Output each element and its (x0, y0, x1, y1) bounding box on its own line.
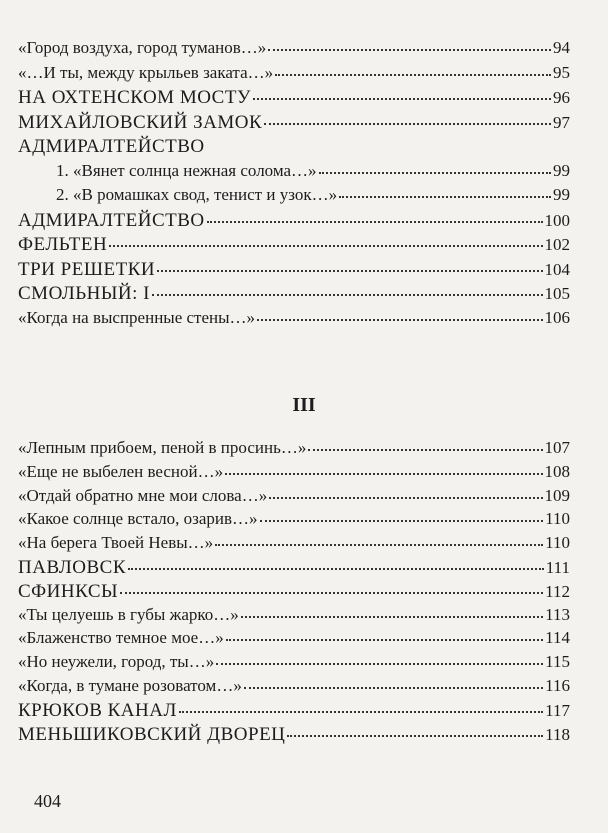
toc-entry (18, 87, 570, 109)
toc-entry (18, 63, 570, 85)
toc-entry-title: «Но неужели, город, ты…» (18, 652, 215, 672)
toc-entry-page: 113 (545, 604, 570, 624)
toc-entry-page: 106 (544, 307, 570, 327)
dot-leader (215, 544, 543, 546)
toc-entry-page: 95 (553, 62, 570, 82)
toc-entry-page: 107 (544, 438, 570, 457)
toc-entry (18, 700, 570, 722)
toc-entry (18, 724, 570, 746)
toc-entry (18, 438, 570, 460)
toc-entry-page: 114 (545, 628, 570, 648)
toc-entry-page: 109 (544, 485, 570, 505)
toc-entry-page: 117 (545, 700, 570, 720)
toc-entry-page: 116 (545, 676, 570, 695)
toc-entry-title: «Лепным прибоем, пеной в просинь…» (18, 438, 307, 457)
toc-entry: АДМИРАЛТЕЙСТВО (18, 136, 205, 157)
toc-entry-page: 105 (544, 284, 570, 303)
dot-leader (339, 196, 551, 198)
dot-leader (179, 711, 543, 713)
dot-leader (152, 294, 542, 296)
dot-leader (260, 520, 544, 522)
toc-entry-title: СФИНКСЫ (18, 580, 119, 602)
toc-entry-title: «…И ты, между крыльев заката…» (18, 62, 274, 82)
toc-entry-title: СМОЛЬНЫЙ: I (18, 283, 151, 304)
toc-entry-page: 96 (553, 88, 570, 107)
toc-entry-page: 104 (544, 259, 570, 279)
toc-entry-title: ТРИ РЕШЕТКИ (18, 258, 156, 280)
dot-leader (253, 98, 551, 100)
dot-leader (241, 616, 543, 618)
toc-entry-title: «Какое солнце встало, озарив…» (18, 509, 258, 529)
toc-entry (18, 652, 570, 674)
dot-leader (244, 687, 543, 689)
toc-entry-page: 118 (545, 724, 570, 744)
toc-entry (18, 161, 570, 183)
toc-entry (18, 234, 570, 256)
toc-entry (18, 628, 570, 650)
toc-entry (18, 605, 570, 627)
dot-leader (225, 473, 542, 475)
dot-leader (109, 245, 542, 247)
dot-leader (216, 663, 543, 665)
page-number: 404 (34, 791, 61, 811)
dot-leader (268, 49, 551, 51)
dot-leader (308, 449, 542, 451)
dot-leader (120, 592, 543, 594)
toc-entry-page: 97 (553, 112, 570, 132)
toc-entry-title: «Когда, в тумане розоватом…» (18, 676, 242, 695)
toc-entry-page: 110 (545, 509, 570, 529)
dot-leader (275, 74, 551, 76)
toc-entry (18, 185, 570, 207)
toc-entry-page: 108 (544, 461, 570, 481)
toc-entry-title: ПАВЛОВСК (18, 557, 127, 578)
toc-entry-page: 94 (553, 38, 570, 57)
toc-entry-title: ФЕЛЬТЕН (18, 234, 108, 255)
dot-leader (287, 735, 543, 737)
dot-leader (207, 221, 543, 223)
toc-entry-title: «Еще не выбелен весной…» (18, 461, 224, 481)
toc-entry-title: «На берега Твоей Невы…» (18, 533, 214, 553)
toc-entry (18, 283, 570, 305)
dot-leader (157, 270, 542, 272)
toc-entry-title: «Когда на выспренные стены…» (18, 307, 256, 327)
toc-entry (18, 462, 570, 484)
toc-entry-title: «Город воздуха, город туманов…» (18, 38, 267, 57)
dot-leader (319, 172, 551, 174)
toc-entry-title: МЕНЬШИКОВСКИЙ ДВОРЕЦ (18, 723, 286, 745)
toc-entry-page: 110 (545, 533, 570, 553)
toc-entry (18, 509, 570, 531)
toc-entry (18, 308, 570, 330)
toc-entry-title: «Отдай обратно мне мои слова…» (18, 485, 268, 505)
toc-entry (18, 112, 570, 134)
toc-entry (18, 581, 570, 603)
toc-entry-page: 112 (545, 581, 570, 601)
toc-entry-page: 99 (553, 160, 570, 180)
toc-entry-page: 99 (553, 185, 570, 204)
toc-entry-title: 2. «В ромашках свод, тенист и узок…» (56, 185, 338, 204)
toc-entry-title: НА ОХТЕНСКОМ МОСТУ (18, 87, 251, 108)
toc-entry-title: МИХАЙЛОВСКИЙ ЗАМОК (18, 111, 263, 133)
toc-entry (18, 259, 570, 281)
toc-entry (18, 557, 570, 579)
toc-entry (18, 676, 570, 698)
dot-leader (257, 319, 542, 321)
toc-entry-page: 115 (545, 652, 570, 672)
toc-entry (18, 210, 570, 232)
toc-entry-page: 111 (545, 558, 570, 577)
section-heading: III (292, 394, 316, 416)
dot-leader (226, 639, 543, 641)
toc-entry (18, 486, 570, 508)
toc-entry-title: «Ты целуешь в губы жарко…» (18, 604, 239, 624)
toc-entry-title: «Блаженство темное мое…» (18, 628, 224, 648)
toc-entry-page: 100 (544, 210, 570, 230)
dot-leader (269, 497, 542, 499)
toc-entry-title: КРЮКОВ КАНАЛ (18, 699, 177, 721)
dot-leader (264, 123, 551, 125)
toc-entry-page: 102 (544, 235, 570, 254)
toc-entry-title: 1. «Вянет солнца нежная солома…» (56, 160, 317, 180)
toc-entry (18, 533, 570, 555)
dot-leader (128, 568, 544, 570)
toc-entry (18, 38, 570, 60)
toc-entry-title: АДМИРАЛТЕЙСТВО (18, 209, 205, 231)
